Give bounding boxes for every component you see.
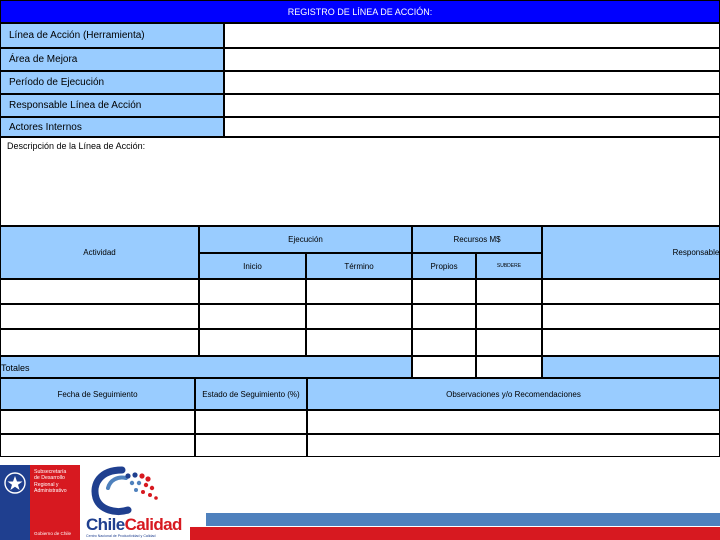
field-label-responsable: Responsable Línea de Acción xyxy=(0,94,224,117)
field-label-area-mejora: Área de Mejora xyxy=(0,48,224,71)
field-label-linea-accion: Línea de Acción (Herramienta) xyxy=(0,23,224,48)
col-recursos-label: Recursos M$ xyxy=(453,235,501,244)
row1-responsable[interactable] xyxy=(542,279,720,304)
field-value-actores[interactable] xyxy=(224,117,720,137)
col-responsable xyxy=(542,226,720,279)
gov-caption: Gobierno de Chile xyxy=(34,531,72,536)
col-propios xyxy=(412,253,476,279)
gov-line-2: de Desarrollo xyxy=(34,475,65,482)
brand-calidad: Calidad xyxy=(124,515,182,534)
col-inicio-label: Inicio xyxy=(243,261,262,271)
field-value-linea-accion[interactable] xyxy=(224,23,720,48)
totals-label: Totales xyxy=(1,362,30,373)
form-title: REGISTRO DE LÍNEA DE ACCIÓN: xyxy=(0,0,720,23)
col-fecha-label: Fecha de Seguimiento xyxy=(57,389,138,399)
row1-termino[interactable] xyxy=(306,279,412,304)
row1-inicio[interactable] xyxy=(199,279,306,304)
followup-row1-observaciones[interactable] xyxy=(307,410,720,434)
row1-actividad[interactable] xyxy=(0,279,199,304)
row2-responsable[interactable] xyxy=(542,304,720,329)
row2-termino[interactable] xyxy=(306,304,412,329)
col-recursos xyxy=(412,226,542,253)
col-responsable-label: Responsable xyxy=(672,248,720,257)
row1-propios[interactable] xyxy=(412,279,476,304)
gov-line-1: Subsecretaría xyxy=(34,469,67,475)
col-estado-seguimiento xyxy=(195,378,307,410)
col-fecha-seguimiento xyxy=(0,378,195,410)
followup-row2-observaciones[interactable] xyxy=(307,434,720,457)
brand-tagline: Centro Nacional de Productividad y Calidad xyxy=(86,534,156,538)
col-subdere xyxy=(476,253,542,279)
col-ejecucion-label: Ejecución xyxy=(288,235,323,244)
col-termino-label: Término xyxy=(344,261,374,271)
row2-subdere[interactable] xyxy=(476,304,542,329)
row1-subdere[interactable] xyxy=(476,279,542,304)
col-termino xyxy=(306,253,412,279)
gov-line-3: Regional y xyxy=(34,481,59,488)
followup-row1-fecha[interactable] xyxy=(0,410,195,434)
totals-propios[interactable] xyxy=(412,356,476,378)
description-label: Descripción de la Línea de Acción: xyxy=(7,141,146,151)
field-value-responsable[interactable] xyxy=(224,94,720,117)
row3-actividad[interactable] xyxy=(0,329,199,356)
col-propios-label: Propios xyxy=(430,261,458,271)
row2-actividad[interactable] xyxy=(0,304,199,329)
row3-termino[interactable] xyxy=(306,329,412,356)
field-label-actores: Actores Internos xyxy=(0,117,224,137)
chile-coat-of-arms-icon xyxy=(3,471,27,495)
followup-row1-estado[interactable] xyxy=(195,410,307,434)
row3-responsable[interactable] xyxy=(542,329,720,356)
row3-inicio[interactable] xyxy=(199,329,306,356)
field-value-area-mejora[interactable] xyxy=(224,48,720,71)
col-ejecucion xyxy=(199,226,412,253)
field-label-periodo: Período de Ejecución xyxy=(0,71,224,94)
field-value-periodo[interactable] xyxy=(224,71,720,94)
brand-chile: Chile xyxy=(86,515,125,534)
description-box[interactable] xyxy=(0,137,720,226)
followup-row2-fecha[interactable] xyxy=(0,434,195,457)
row2-inicio[interactable] xyxy=(199,304,306,329)
col-observaciones-label: Observaciones y/o Recomendaciones xyxy=(446,389,581,399)
col-inicio xyxy=(199,253,306,279)
col-actividad-label: Actividad xyxy=(83,248,116,257)
col-actividad xyxy=(0,226,199,279)
chilecalidad-logo xyxy=(84,462,180,540)
totals-label-cell xyxy=(0,356,412,378)
col-subdere-label: SUBDERE xyxy=(496,263,522,269)
footer-steel-bar xyxy=(206,513,720,526)
gov-logo xyxy=(0,465,80,540)
footer-red-bar xyxy=(190,527,720,540)
row2-propios[interactable] xyxy=(412,304,476,329)
followup-row2-estado[interactable] xyxy=(195,434,307,457)
chilecalidad-swirl-icon xyxy=(88,464,168,516)
totals-spacer xyxy=(542,356,720,378)
gov-line-4: Administrativo xyxy=(34,487,67,494)
col-observaciones xyxy=(307,378,720,410)
totals-subdere[interactable] xyxy=(476,356,542,378)
row3-subdere[interactable] xyxy=(476,329,542,356)
row3-propios[interactable] xyxy=(412,329,476,356)
col-estado-label: Estado de Seguimiento (%) xyxy=(202,389,300,399)
